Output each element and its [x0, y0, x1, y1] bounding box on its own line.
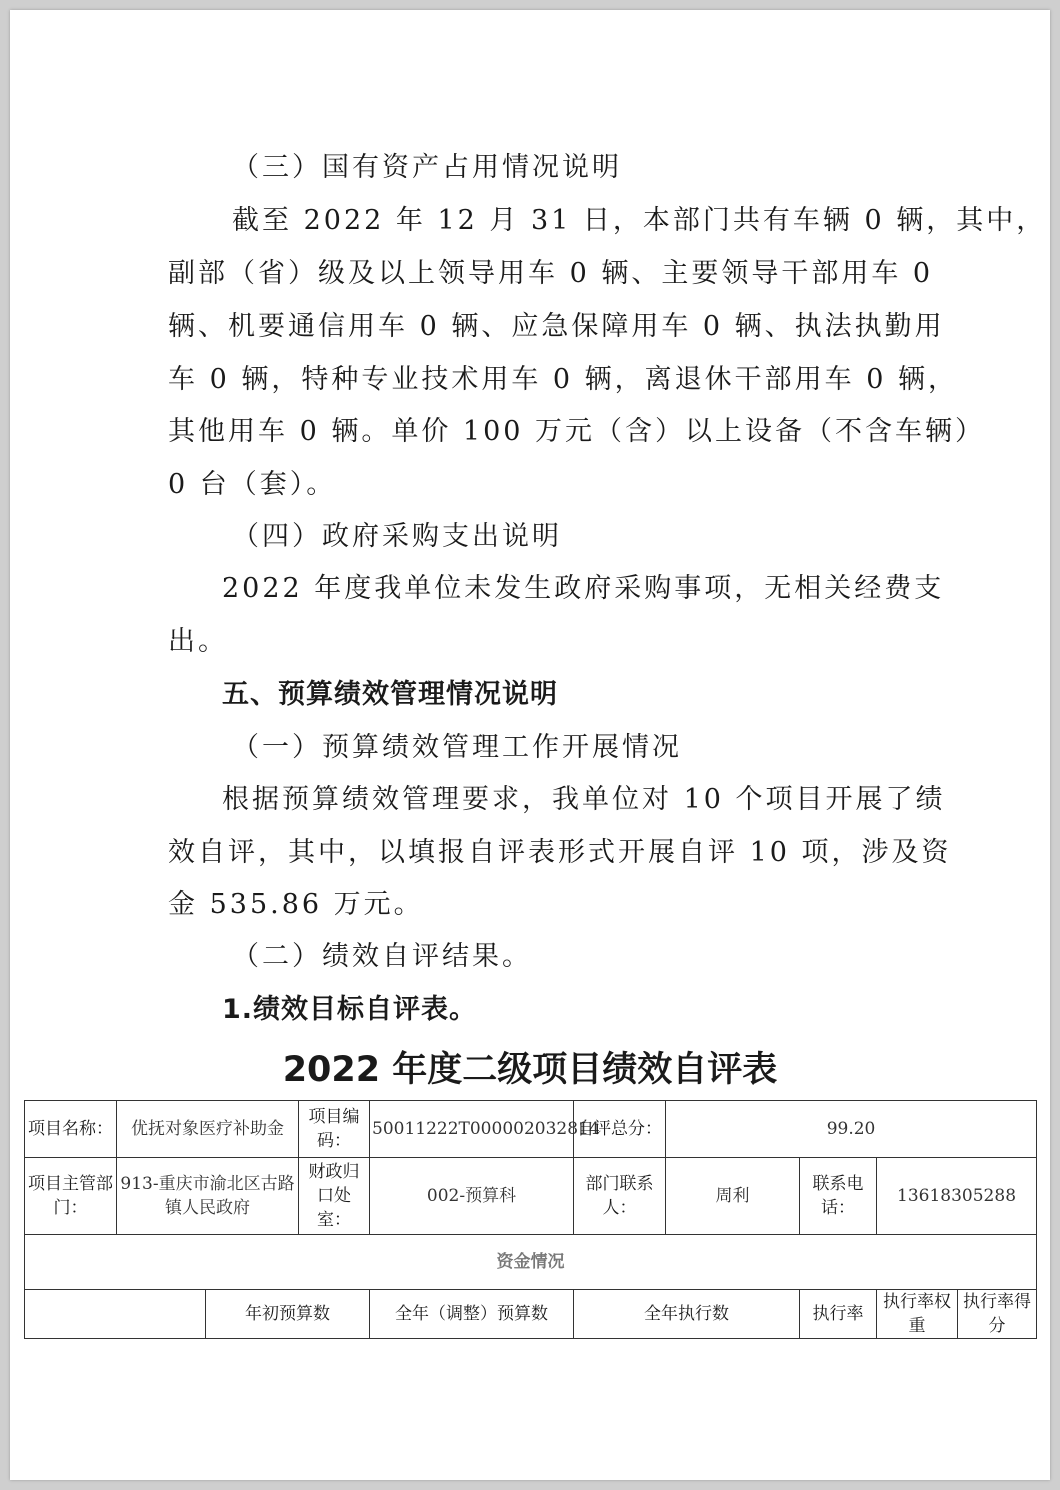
phone-label: 联系电话：	[800, 1158, 877, 1235]
funds-header-exec-rate: 执行率	[800, 1290, 877, 1339]
score-value: 99.20	[666, 1101, 1037, 1158]
funds-header-initial-budget: 年初预算数	[206, 1290, 370, 1339]
subsection-heading-results: （二）绩效自评结果。	[232, 941, 532, 972]
phone-value: 13618305288	[877, 1158, 1037, 1235]
finance-value: 002-预算科	[370, 1158, 574, 1235]
table-title: 2022 年度二级项目绩效自评表	[282, 1050, 778, 1090]
project-code-value: 50011222T000002032814	[370, 1101, 574, 1158]
paragraph-line: 其他用车 0 辆。单价 100 万元（含）以上设备（不含车辆）	[168, 416, 986, 447]
funds-header-adjusted-budget: 全年（调整）预算数	[370, 1290, 574, 1339]
dept-value: 913-重庆市渝北区古路镇人民政府	[117, 1158, 299, 1235]
paragraph-line: 0 台（套）。	[168, 469, 337, 500]
score-label: 自评总分：	[574, 1101, 666, 1158]
contact-label: 部门联系人：	[574, 1158, 666, 1235]
paragraph-line: 副部（省）级及以上领导用车 0 辆、主要领导干部用车 0	[168, 258, 934, 289]
dept-label: 项目主管部门：	[25, 1158, 117, 1235]
section-heading-performance: 五、预算绩效管理情况说明	[222, 679, 558, 710]
contact-value: 周利	[666, 1158, 800, 1235]
paragraph-line: 金 535.86 万元。	[168, 889, 424, 920]
funds-header-rate-score: 执行率得分	[958, 1290, 1037, 1339]
funds-header-executed: 全年执行数	[574, 1290, 800, 1339]
paragraph-line: 2022 年度我单位未发生政府采购事项，无相关经费支	[222, 573, 945, 604]
funds-header-rate-weight: 执行率权重	[877, 1290, 958, 1339]
project-name-label: 项目名称：	[25, 1101, 117, 1158]
project-name-value: 优抚对象医疗补助金	[117, 1101, 299, 1158]
paragraph-line: 效自评，其中，以填报自评表形式开展自评 10 项，涉及资	[168, 837, 952, 868]
evaluation-table	[24, 1100, 1037, 1339]
section-heading-assets: （三）国有资产占用情况说明	[232, 152, 622, 183]
paragraph-line: 截至 2022 年 12 月 31 日，本部门共有车辆 0 辆，其中，	[232, 205, 1047, 236]
paragraph-line: 车 0 辆，特种专业技术用车 0 辆，离退休干部用车 0 辆，	[168, 364, 959, 395]
funds-section-header: 资金情况	[25, 1235, 1037, 1290]
subsection-heading-work: （一）预算绩效管理工作开展情况	[232, 732, 682, 763]
list-item-heading: 1.绩效目标自评表。	[222, 994, 478, 1025]
finance-label: 财政归口处室：	[299, 1158, 370, 1235]
section-heading-procurement: （四）政府采购支出说明	[232, 521, 562, 552]
paragraph-line: 根据预算绩效管理要求，我单位对 10 个项目开展了绩	[222, 784, 946, 815]
paragraph-line: 辆、机要通信用车 0 辆、应急保障用车 0 辆、执法执勤用	[168, 311, 945, 342]
funds-header-blank	[25, 1290, 206, 1339]
project-code-label: 项目编码：	[299, 1101, 370, 1158]
paragraph-line: 出。	[168, 626, 228, 657]
document-page	[10, 10, 1050, 1480]
